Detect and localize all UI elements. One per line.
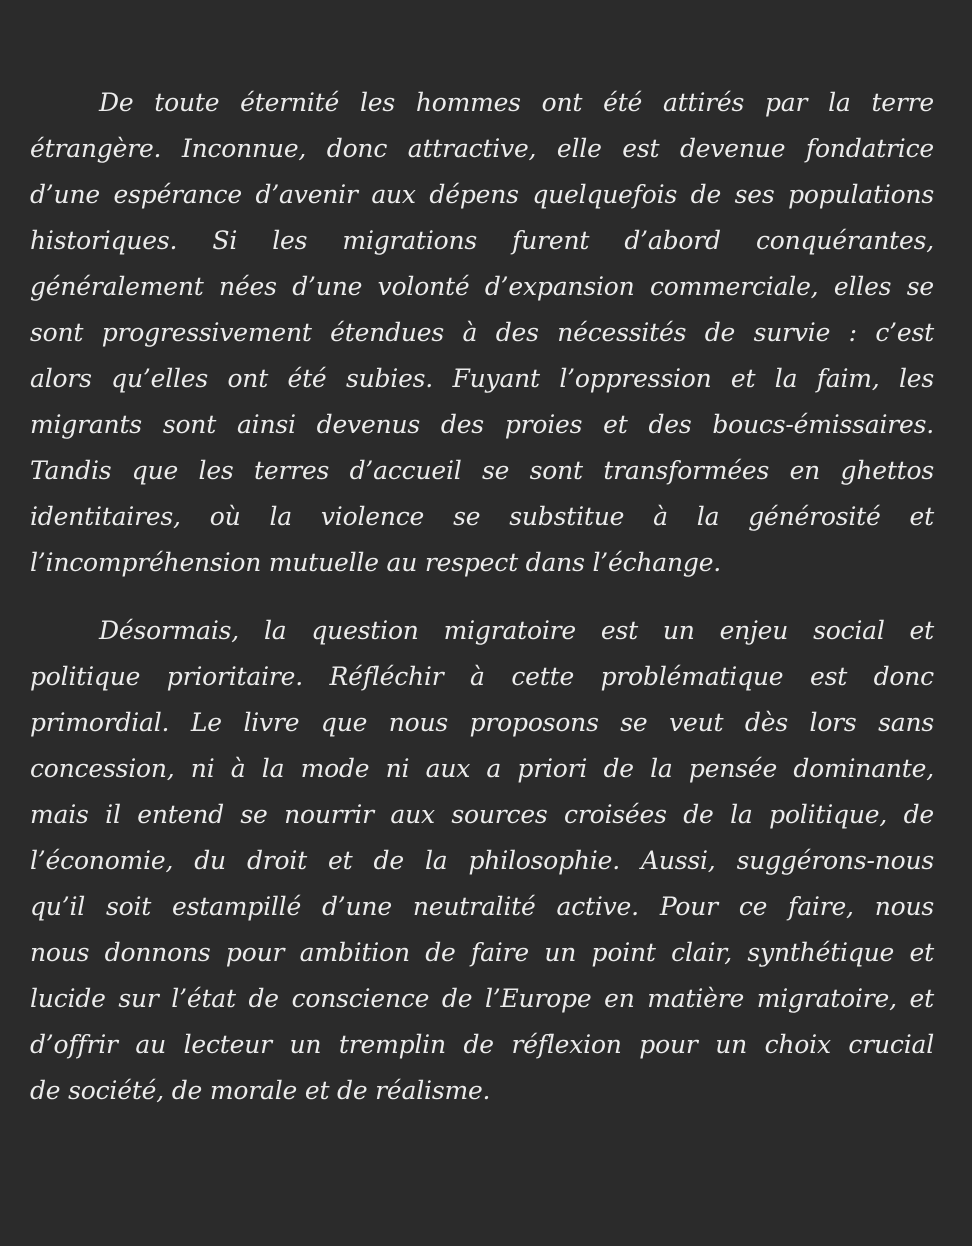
text-line: historiques. Si les migrations furent d’abord conquérantes, (30, 226, 934, 255)
text-line: généralement nées d’une volonté d’expansion commerciale, elles se (30, 272, 934, 301)
text-line: identitaires, où la violence se substitue à la générosité et (30, 502, 934, 531)
text-line: de société, de morale et de réalisme. (30, 1076, 491, 1105)
text-line: mais il entend se nourrir aux sources croisées de la politique, de (30, 800, 934, 829)
paragraph-1 (30, 80, 934, 586)
text-line: De toute éternité les hommes ont été attirés par la terre (99, 88, 934, 117)
text-line: politique prioritaire. Réfléchir à cette problématique est donc (30, 662, 934, 691)
text-line: migrants sont ainsi devenus des proies et des boucs-émissaires. (30, 410, 934, 439)
text-line: Tandis que les terres d’accueil se sont transformées en ghettos (30, 456, 934, 485)
text-line: l’économie, du droit et de la philosophie. Aussi, suggérons-nous (30, 846, 934, 875)
text-line: étrangère. Inconnue, donc attractive, elle est devenue fondatrice (30, 134, 934, 163)
text-line: concession, ni à la mode ni aux a priori de la pensée dominante, (30, 754, 934, 783)
text-line: lucide sur l’état de conscience de l’Europe en matière migratoire, et (30, 984, 934, 1013)
document-page (30, 80, 934, 1114)
text-line: l’incompréhension mutuelle au respect dans l’échange. (30, 548, 722, 577)
text-line: sont progressivement étendues à des nécessités de survie : c’est (30, 318, 934, 347)
text-line: d’offrir au lecteur un tremplin de réflexion pour un choix crucial (30, 1030, 934, 1059)
text-line: qu’il soit estampillé d’une neutralité active. Pour ce faire, nous (30, 892, 934, 921)
paragraph-2 (30, 608, 934, 1114)
text-line: alors qu’elles ont été subies. Fuyant l’oppression et la faim, les (30, 364, 934, 393)
text-line: d’une espérance d’avenir aux dépens quelquefois de ses populations (30, 180, 934, 209)
text-line: primordial. Le livre que nous proposons se veut dès lors sans (30, 708, 934, 737)
text-line: Désormais, la question migratoire est un enjeu social et (99, 616, 934, 645)
text-line: nous donnons pour ambition de faire un point clair, synthétique et (30, 938, 934, 967)
